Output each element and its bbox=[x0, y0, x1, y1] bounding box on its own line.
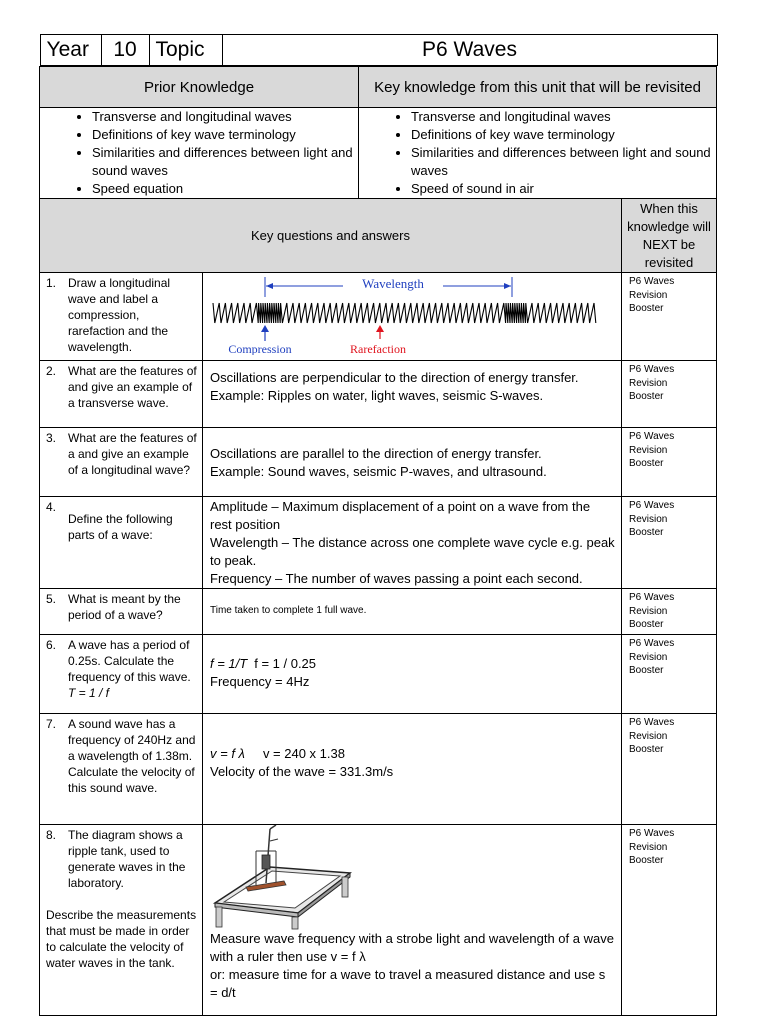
when-text: P6 Waves bbox=[629, 592, 675, 603]
spring-coils bbox=[213, 303, 596, 323]
when-text: Revision bbox=[629, 444, 668, 456]
revisit-list bbox=[359, 108, 716, 198]
compression-label: Compression bbox=[228, 342, 292, 355]
answer-cell bbox=[203, 825, 622, 1016]
answer-text: Velocity of the wave = 331.3m/s bbox=[210, 764, 394, 779]
when-text: Booster bbox=[629, 527, 664, 538]
answer-text: Frequency – The number of waves passing a point each second. bbox=[210, 571, 583, 586]
when-text: Revision bbox=[629, 841, 668, 853]
question-cell bbox=[40, 361, 203, 428]
question-number: 8. bbox=[46, 828, 57, 842]
question-text: Draw a longitudinal wave and label a compression, rarefaction and the wavelength. bbox=[68, 276, 171, 354]
when-cell bbox=[622, 589, 717, 635]
answer-equation: v = 240 x 1.38 bbox=[262, 746, 345, 761]
when-cell bbox=[622, 714, 717, 825]
answer-text: Example: Ripples on water, light waves, seismic S-waves. bbox=[210, 388, 544, 403]
when-text: Revision bbox=[629, 513, 668, 525]
answer-cell bbox=[203, 589, 622, 635]
question-cell bbox=[40, 428, 203, 497]
topic-label: Topic bbox=[149, 35, 222, 66]
question-extra-text: Describe the measurements that must be made in order to calculate the velocity of water waves in the tank. bbox=[46, 908, 197, 970]
when-text: Revision bbox=[629, 377, 668, 389]
question-text: A sound wave has a frequency of 240Hz and a wavelength of 1.38m. Calculate the velocity of this sound wave. bbox=[68, 717, 196, 795]
answer-cell bbox=[203, 428, 622, 497]
when-cell bbox=[622, 635, 717, 714]
when-text: P6 Waves bbox=[629, 276, 675, 287]
answer-text: Measure wave frequency with a strobe light and wavelength of a wave with a ruler then use v = f λ bbox=[210, 931, 614, 964]
question-cell bbox=[40, 589, 203, 635]
question-number: 2. bbox=[46, 364, 57, 378]
question-cell bbox=[40, 635, 203, 714]
compression-arrow bbox=[261, 325, 269, 341]
question-text: Define the following parts of a wave: bbox=[68, 512, 173, 542]
list-item: • Definitions of key wave terminology bbox=[411, 126, 716, 144]
when-text: Booster bbox=[629, 303, 664, 314]
answer-text: or: measure time for a wave to travel a measured distance and use s = d/t bbox=[210, 967, 606, 1000]
when-cell bbox=[622, 825, 717, 1016]
question-number: 5. bbox=[46, 592, 57, 606]
table-row bbox=[40, 361, 717, 428]
table-row bbox=[40, 635, 717, 714]
answer-cell bbox=[203, 497, 622, 589]
when-text: Booster bbox=[629, 391, 664, 402]
question-number: 7. bbox=[46, 717, 57, 731]
answer-equation: f = 1 / 0.25 bbox=[254, 656, 317, 671]
answer-equation: f = 1/T bbox=[210, 656, 248, 671]
worksheet-table bbox=[39, 34, 717, 1016]
table-row bbox=[40, 428, 717, 497]
when-text: Revision bbox=[629, 651, 668, 663]
question-text: What are the features of a and give an example of a longitudinal wave? bbox=[68, 431, 197, 477]
ripple-tank-diagram bbox=[212, 825, 352, 931]
knowledge-bullets-row bbox=[40, 108, 717, 199]
answer-cell bbox=[203, 361, 622, 428]
rarefaction-arrow bbox=[376, 325, 384, 339]
question-text: What is meant by the period of a wave? bbox=[68, 592, 181, 622]
table-row bbox=[40, 714, 717, 825]
when-text: P6 Waves bbox=[629, 364, 675, 375]
revisit-list-cell bbox=[359, 108, 717, 199]
key-questions-heading: Key questions and answers bbox=[40, 199, 622, 273]
answer-cell bbox=[203, 273, 622, 361]
answer-cell bbox=[203, 635, 622, 714]
list-item: • Similarities and differences between light and sound waves bbox=[92, 144, 358, 180]
when-cell bbox=[622, 361, 717, 428]
key-questions-heading-row bbox=[40, 199, 717, 273]
when-text: Revision bbox=[629, 289, 668, 301]
worksheet bbox=[39, 34, 716, 1016]
question-number: 3. bbox=[46, 431, 57, 445]
answer-text: Amplitude – Maximum displacement of a point on a wave from the rest position bbox=[210, 499, 591, 532]
question-cell bbox=[40, 273, 203, 361]
question-cell bbox=[40, 714, 203, 825]
when-cell bbox=[622, 497, 717, 589]
answer-text: Example: Sound waves, seismic P-waves, and ultrasound. bbox=[210, 464, 547, 479]
when-text: P6 Waves bbox=[629, 717, 675, 728]
question-number: 6. bbox=[46, 638, 57, 652]
when-revisited-heading: When this knowledge will NEXT be revisited bbox=[622, 199, 717, 273]
answer-text: Oscillations are perpendicular to the direction of energy transfer. bbox=[210, 370, 579, 385]
answer-text: Time taken to complete 1 full wave. bbox=[210, 605, 367, 616]
page-title: P6 Waves bbox=[222, 35, 717, 66]
answer-equation: v = f λ bbox=[210, 746, 245, 761]
when-text: Booster bbox=[629, 458, 664, 469]
question-number: 1. bbox=[46, 276, 57, 290]
when-cell bbox=[622, 273, 717, 361]
list-item: • Definitions of key wave terminology bbox=[92, 126, 358, 144]
prior-knowledge-list bbox=[40, 108, 358, 198]
list-item: • Speed of sound in air bbox=[411, 180, 716, 198]
when-text: Revision bbox=[629, 605, 668, 617]
when-text: Booster bbox=[629, 619, 664, 630]
answer-text: Frequency = 4Hz bbox=[210, 674, 310, 689]
table-row bbox=[40, 273, 717, 361]
rarefaction-label: Rarefaction bbox=[350, 342, 406, 355]
list-item: • Transverse and longitudinal waves bbox=[92, 108, 358, 126]
year-value: 10 bbox=[101, 35, 149, 66]
list-item: • Similarities and differences between light and sound waves bbox=[411, 144, 716, 180]
prior-knowledge-list-cell bbox=[40, 108, 359, 199]
question-cell bbox=[40, 497, 203, 589]
when-text: Booster bbox=[629, 665, 664, 676]
list-item: • Speed equation bbox=[92, 180, 358, 198]
answer-text: Wavelength – The distance across one complete wave cycle e.g. peak to peak. bbox=[210, 535, 615, 568]
question-number: 4. bbox=[46, 500, 57, 514]
when-text: Booster bbox=[629, 744, 664, 755]
header-row bbox=[40, 34, 717, 67]
answer-cell bbox=[203, 714, 622, 825]
when-text: P6 Waves bbox=[629, 828, 675, 839]
when-text: P6 Waves bbox=[629, 431, 675, 442]
question-text: A wave has a period of 0.25s. Calculate the frequency of this wave. bbox=[68, 638, 191, 684]
year-label: Year bbox=[40, 35, 101, 66]
question-formula: T = 1 / f bbox=[68, 686, 110, 700]
prior-knowledge-heading: Prior Knowledge bbox=[40, 67, 359, 108]
revisit-heading: Key knowledge from this unit that will be revisited bbox=[359, 67, 717, 108]
question-cell bbox=[40, 825, 203, 1016]
table-row bbox=[40, 589, 717, 635]
longitudinal-wave-diagram bbox=[203, 273, 621, 355]
list-item: • Transverse and longitudinal waves bbox=[411, 108, 716, 126]
when-cell bbox=[622, 428, 717, 497]
when-text: Revision bbox=[629, 730, 668, 742]
answer-text: Oscillations are parallel to the direction of energy transfer. bbox=[210, 446, 542, 461]
wavelength-label: Wavelength bbox=[362, 276, 424, 291]
question-text: What are the features of and give an example of a transverse wave. bbox=[68, 364, 197, 410]
when-text: P6 Waves bbox=[629, 500, 675, 511]
when-text: Booster bbox=[629, 855, 664, 866]
when-text: P6 Waves bbox=[629, 638, 675, 649]
table-row bbox=[40, 497, 717, 589]
knowledge-heading-row bbox=[40, 67, 717, 108]
table-row bbox=[40, 825, 717, 1016]
question-text: The diagram shows a ripple tank, used to generate waves in the laboratory. bbox=[68, 828, 186, 890]
